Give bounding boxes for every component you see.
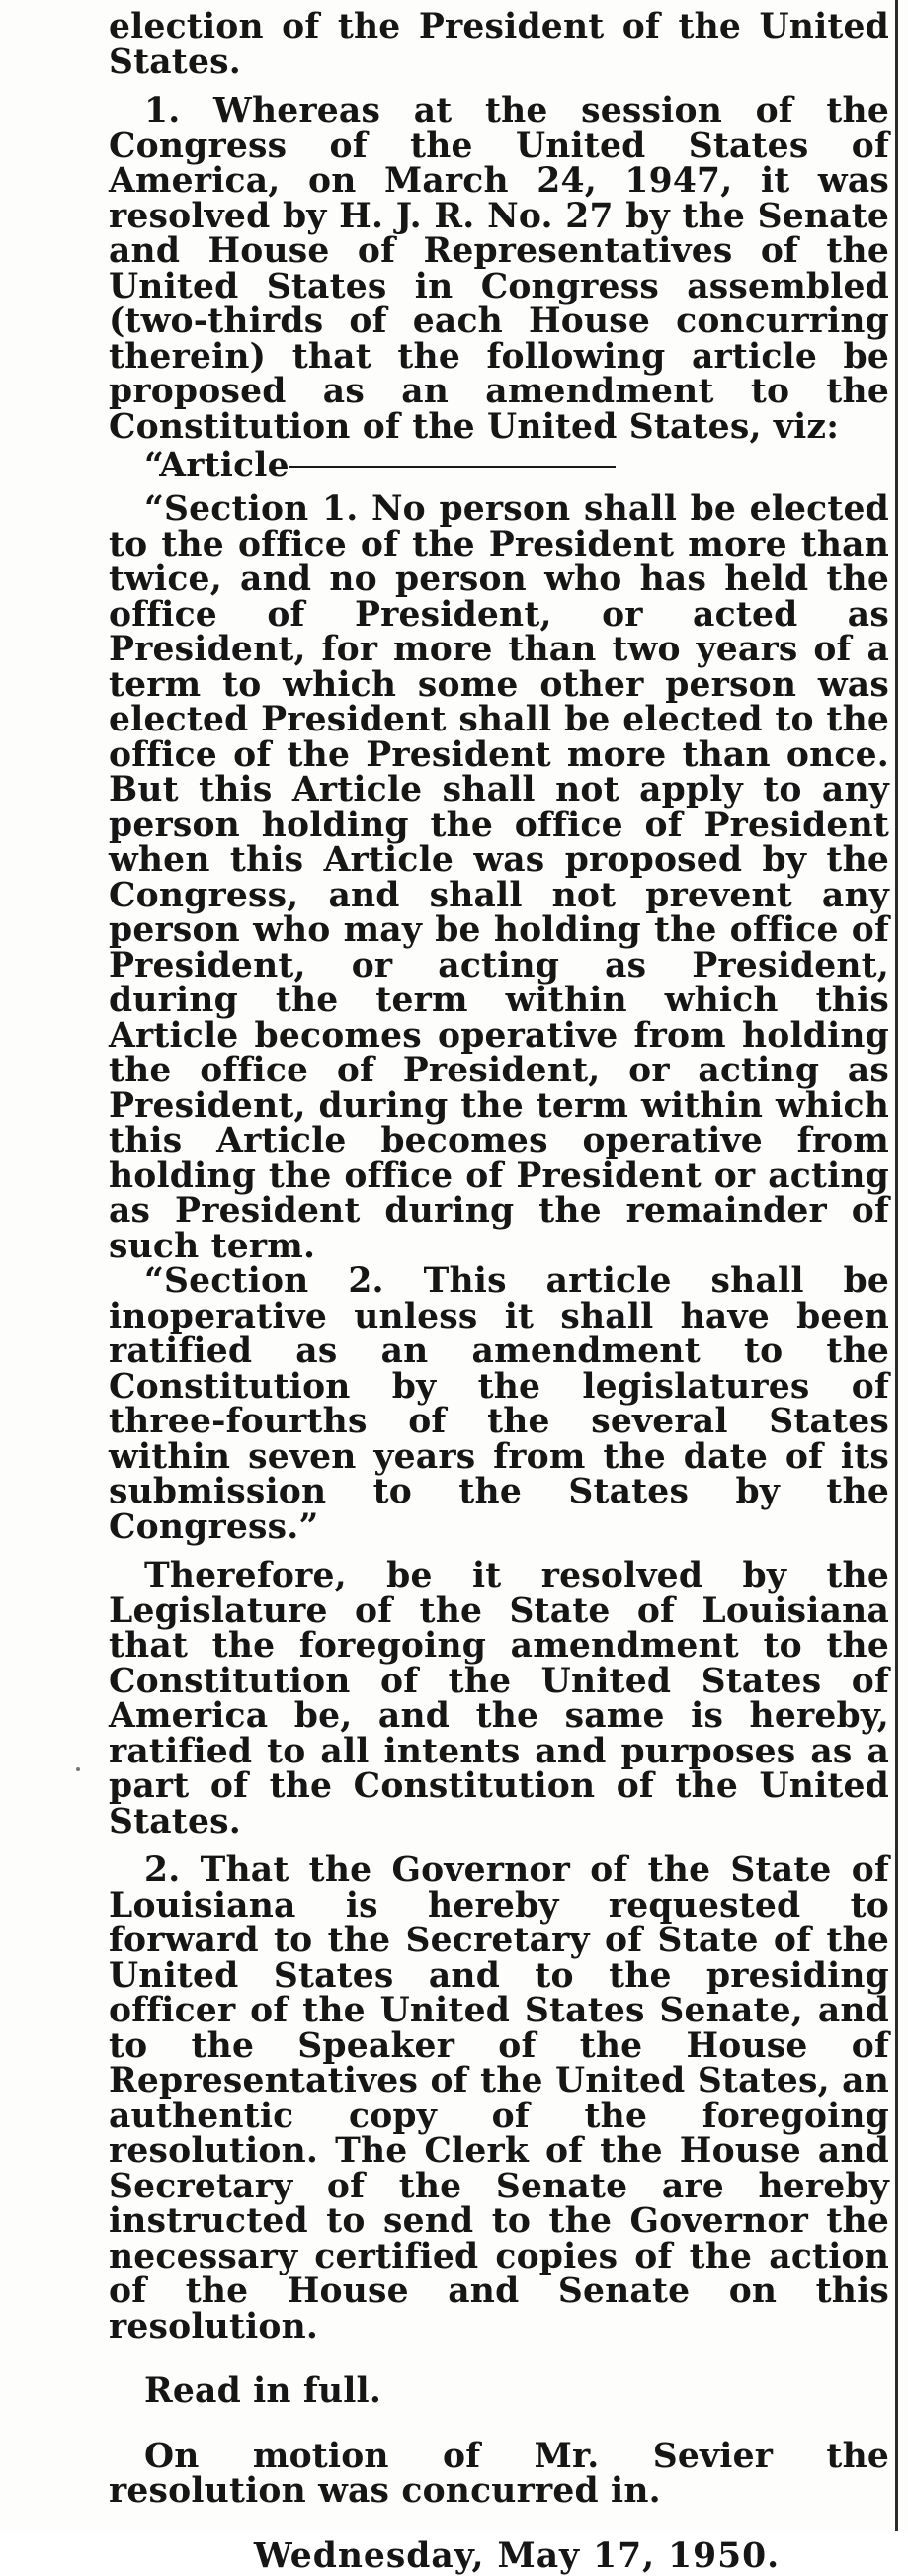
column-rule: [895, 0, 898, 2531]
read-in-full: Read in full.: [144, 2371, 382, 2411]
paragraph-therefore: Therefore, be it resolved by the Legislature of the State of Louisiana that the foregoing amendment to the Constitution of the United States of America be, and the same is hereby, ratified to all intents and purposes as a part of the Constitution of the United States.: [109, 1556, 889, 1842]
paragraph-motion: On motion of Mr. Sevier the resolution was concurred in.: [109, 2436, 889, 2511]
paragraph-section-1: “Section 1. No person shall be elected to the office of the President more than twice, and no person who has held the office of President, or acted as President, for more than two years of a term to which some other person was elected President shall be elected to the office of the President more than once. But this Article shall not apply to any person holding the office of President when this Article was proposed by the Congress, and shall not prevent any person who may be holding the office of President, or acting as President, during the term within which this Article becomes operative from holding the office of President, or acting as President, during the term within which this Article becomes operative from holding the office of President or acting as President during the remainder of such term.: [109, 489, 889, 1266]
paragraph-continuation: election of the President of the United States.: [109, 7, 889, 82]
dateline: Wednesday, May 17, 1950.: [253, 2535, 781, 2576]
paragraph-whereas: 1. Whereas at the session of the Congress of the United States of America, on March 24, 1947, it was resolved by H. J. R. No. 27 by the Senate and House of Representatives of the United States in Congress assembled (two-thirds of each House concurring therein) that the following article be proposed as an amendment to the Constitution of the United States, viz:: [109, 91, 889, 447]
paragraph-governor: 2. That the Governor of the State of Louisiana is hereby requested to forward to the Secretary of State of the United States and to the presiding officer of the United States Senate, and to the Speaker of the House of Representatives of the United States, an authentic copy of the foregoing resolution. The Clerk of the House and Secretary of the Senate are hereby instructed to send to the Governor the necessary certified copies of the action of the House and Senate on this resolution.: [109, 1850, 889, 2347]
text-column: [109, 7, 889, 2576]
paper-speck: [76, 1767, 80, 1771]
article-heading: [109, 446, 889, 486]
article-blank-rule: [289, 466, 616, 468]
article-heading-label: “Article: [144, 446, 289, 486]
paragraph-section-2: “Section 2. This article shall be inoperative unless it shall have been ratified as an amendment to the Constitution by the legislatures of three-fourths of the several States within seven years from the date of its submission to the States by the Congress.”: [109, 1261, 889, 1547]
